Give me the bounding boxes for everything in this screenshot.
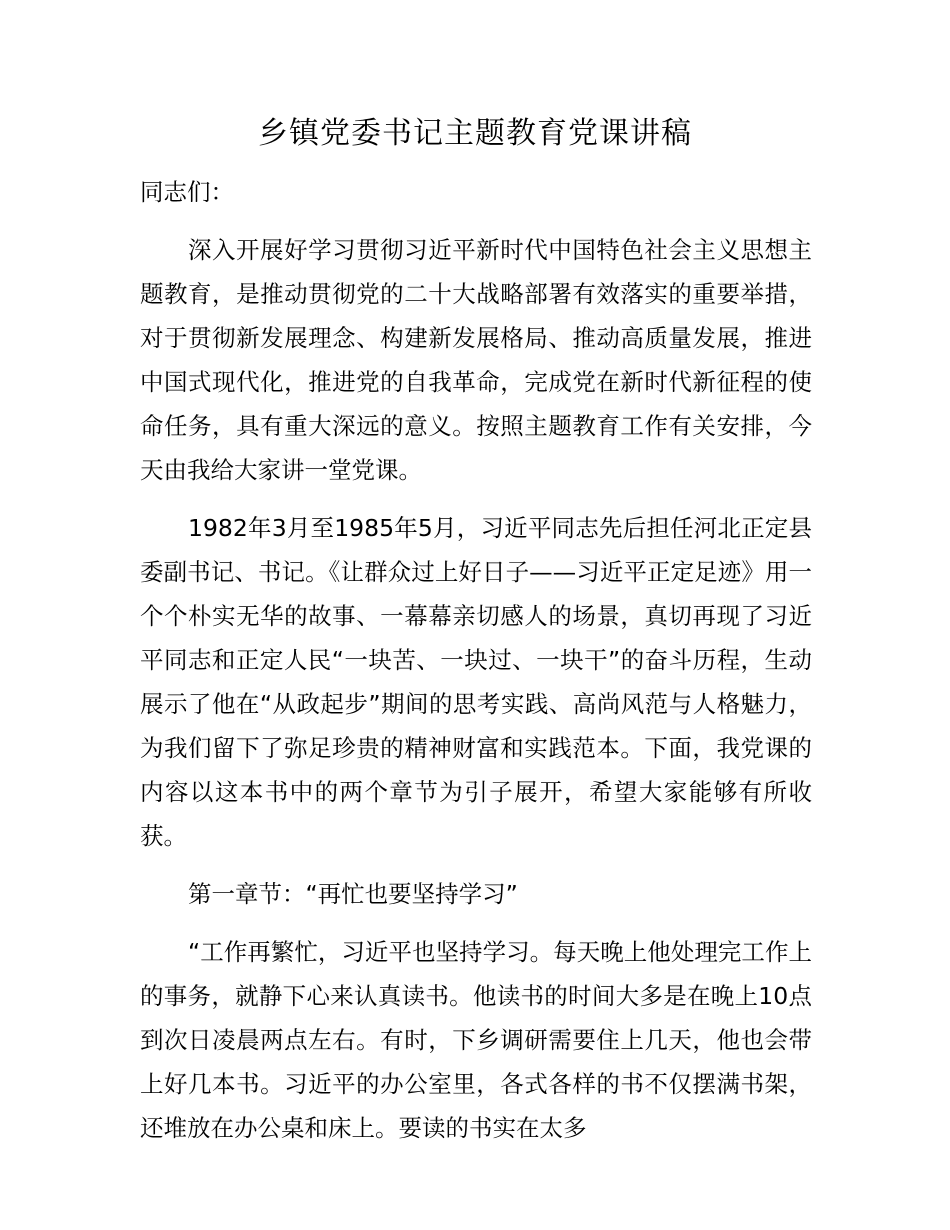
paragraph-intro: 深入开展好学习贯彻习近平新时代中国特色社会主义思想主题教育，是推动贯彻党的二十大战略部署有效落实的重要举措，对于贯彻新发展理念、构建新发展格局、推动高质量发展，推进中国式现代化，推进党的自我革命，完成党在新时代新征程的使命任务，具有重大深远的意义。按照主题教育工作有关安排，今天由我给大家讲一堂党课。 (140, 236, 812, 484)
paragraph-quote: “工作再繁忙，习近平也坚持学习。每天晚上他处理完工作上的事务，就静下心来认真读书。他读书的时间大多是在晚上10点到次日凌晨两点左右。有时，下乡调研需要住上几天，他也会带上好几本书。习近平的办公室里，各式各样的书不仅摆满书架，还堆放在办公桌和床上。要读的书实在太多 (140, 938, 812, 1142)
paragraph-background: 1982年3月至1985年5月，习近平同志先后担任河北正定县委副书记、书记。《让群众过上好日子——习近平正定足迹》用一个个朴实无华的故事、一幕幕亲切感人的场景，真切再现了习近平同志和正定人民“一块苦、一块过、一块干”的奋斗历程，生动展示了他在“从政起步”期间的思考实践、高尚风范与人格魅力，为我们留下了弥足珍贵的精神财富和实践范本。下面，我党课的内容以这本书中的两个章节为引子展开，希望大家能够有所收获。 (140, 514, 812, 850)
document-title: 乡镇党委书记主题教育党课讲稿 (258, 116, 692, 151)
document-body (140, 170, 812, 1150)
salutation: 同志们： (140, 178, 234, 206)
chapter-heading: 第一章节：“再忙也要坚持学习” (188, 880, 518, 908)
